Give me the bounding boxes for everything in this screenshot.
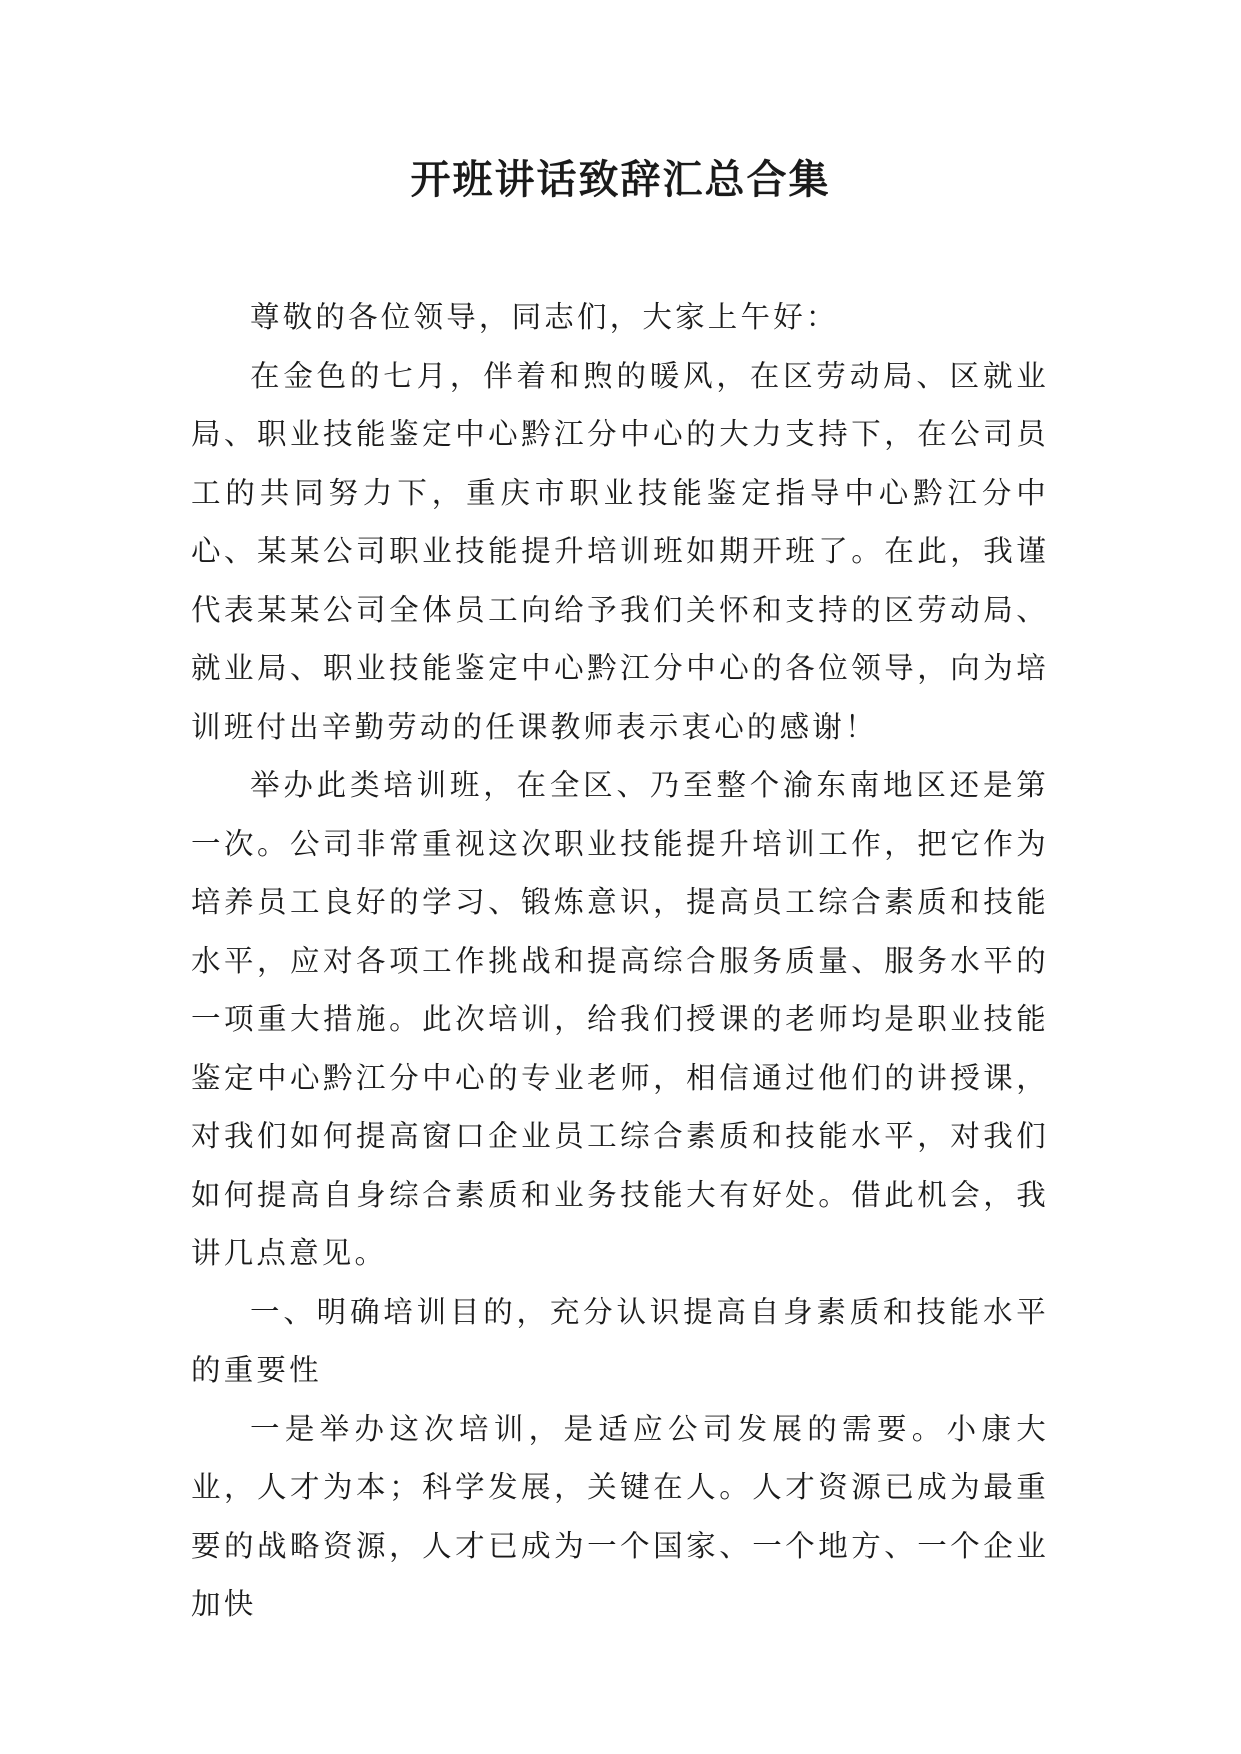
document-body [191, 288, 1049, 1634]
paragraph-greeting: 尊敬的各位领导，同志们，大家上午好： [250, 300, 839, 334]
paragraph-training-intro: 举办此类培训班，在全区、乃至整个渝东南地区还是第一次。公司非常重视这次职业技能提升培训工作，把它作为培养员工良好的学习、锻炼意识，提高员工综合素质和技能水平，应对各项工作挑战和提高综合服务质量、服务水平的一项重大措施。此次培训，给我们授课的老师均是职业技能鉴定中心黔江分中心的专业老师，相信通过他们的讲授课，对我们如何提高窗口企业员工综合素质和技能水平，对我们如何提高自身综合素质和业务技能大有好处。借此机会，我讲几点意见。 [191, 768, 1049, 1270]
section-heading-1: 一、明确培训目的，充分认识提高自身素质和技能水平的重要性 [191, 1294, 1049, 1387]
paragraph-opening: 在金色的七月，伴着和煦的暖风，在区劳动局、区就业局、职业技能鉴定中心黔江分中心的大力支持下，在公司员工的共同努力下，重庆市职业技能鉴定指导中心黔江分中心、某某公司职业技能提升培训班如期开班了。在此，我谨代表某某公司全体员工向给予我们关怀和支持的区劳动局、就业局、职业技能鉴定中心黔江分中心的各位领导，向为培训班付出辛勤劳动的任课教师表示衷心的感谢！ [191, 358, 1049, 744]
paragraph-point-1: 一是举办这次培训，是适应公司发展的需要。小康大业，人才为本；科学发展，关键在人。人才资源已成为最重要的战略资源，人才已成为一个国家、一个地方、一个企业加快 [191, 1411, 1049, 1621]
document-title: 开班讲话致辞汇总合集 [410, 157, 831, 203]
